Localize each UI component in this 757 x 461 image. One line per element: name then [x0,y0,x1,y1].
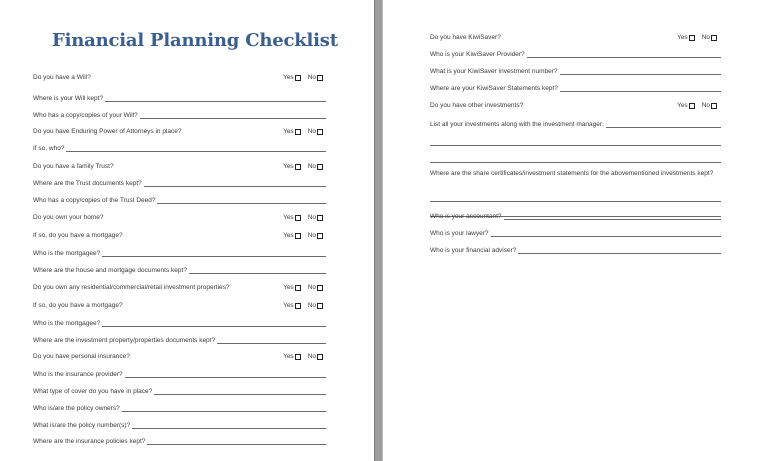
yes-no-question [430,98,717,110]
checklist-question [33,176,326,188]
yes-no-question [430,30,717,42]
yes-label: Yes [677,34,688,41]
answer-line[interactable] [132,422,326,429]
right-page [383,0,757,461]
yes-label: Yes [283,302,294,309]
no-label: No [701,102,710,109]
question-label: If so, do you have a mortgage? [33,302,123,309]
answer-line[interactable] [491,230,721,237]
checklist-question [33,108,326,120]
yes-no-group [677,102,717,110]
blank-answer-line[interactable] [430,201,721,202]
answer-line[interactable] [560,85,721,92]
yes-label: Yes [283,284,294,291]
question-label: Who is your KiwiSaver Provider? [430,51,525,58]
question-label: Who is/are the policy owners? [33,405,120,412]
answer-line[interactable] [66,145,326,152]
no-label: No [307,74,316,81]
yes-no-question [33,70,323,82]
answer-line[interactable] [518,247,721,254]
checklist-question [430,81,721,93]
answer-line[interactable] [527,51,721,58]
yes-no-question [33,159,323,171]
answer-line[interactable] [144,180,326,187]
checklist-question [33,193,326,205]
checklist-question [430,166,721,178]
yes-no-group [283,214,323,222]
yes-no-question [33,280,323,292]
answer-line[interactable] [154,388,326,395]
yes-checkbox[interactable] [295,233,301,239]
checklist-question [430,47,721,59]
question-label: Where are the share certificates/investment statements for the abovementioned investments kept? [430,170,714,177]
question-label: List all your investments along with the investment manager: [430,121,604,128]
checklist-question [33,91,326,103]
yes-checkbox[interactable] [295,164,301,170]
left-page [0,0,374,461]
yes-no-question [33,298,323,310]
no-checkbox[interactable] [317,75,323,81]
yes-no-question [33,210,323,222]
yes-checkbox[interactable] [689,103,695,109]
question-label: Where is your Will kept? [33,95,104,102]
yes-no-group [283,163,323,171]
question-label: Where are the house and mortgage documents kept? [33,267,187,274]
question-label: Who has a copy/copies of the Trust Deed? [33,197,156,204]
no-checkbox[interactable] [711,35,717,41]
yes-no-group [677,34,717,42]
no-checkbox[interactable] [711,103,717,109]
question-label: Who has a copy/copies of your Will? [33,112,138,119]
yes-label: Yes [283,214,294,221]
yes-checkbox[interactable] [295,303,301,309]
yes-label: Yes [283,353,294,360]
no-label: No [307,353,316,360]
question-label: Where are the Trust documents kept? [33,180,142,187]
no-checkbox[interactable] [317,129,323,135]
checklist-question [430,64,721,76]
checklist-question [33,141,326,153]
yes-no-group [283,302,323,310]
answer-line[interactable] [122,405,326,412]
answer-line[interactable] [560,68,721,75]
no-checkbox[interactable] [317,303,323,309]
answer-line[interactable] [606,121,721,128]
answer-line[interactable] [102,320,326,327]
yes-no-question [33,228,323,240]
no-label: No [307,284,316,291]
no-checkbox[interactable] [317,164,323,170]
question-label: Where are your KiwiSaver Statements kept? [430,85,558,92]
answer-line[interactable] [140,112,326,119]
no-label: No [307,232,316,239]
checklist-question [33,384,326,396]
yes-label: Yes [283,232,294,239]
question-label: Who is the insurance provider? [33,371,123,378]
question-label: What is/are the policy number(s)? [33,422,131,429]
question-label: What type of cover do you have in place? [33,388,153,395]
yes-checkbox[interactable] [295,215,301,221]
checklist-question [33,418,326,430]
checklist-question [430,243,721,255]
checklist-question [33,263,326,275]
page-title: Financial Planning Checklist [52,30,338,51]
no-label: No [307,302,316,309]
yes-label: Yes [283,128,294,135]
question-label: Do you have a family Trust? [33,163,114,170]
question-label: Who is the mortgagee? [33,250,101,257]
checklist-question [33,246,326,258]
question-label: Do you have a Will? [33,74,91,81]
no-label: No [307,214,316,221]
question-label: Who is your financial adviser? [430,247,517,254]
question-label: Who is your lawyer? [430,230,489,237]
yes-checkbox[interactable] [295,75,301,81]
answer-line[interactable] [157,197,326,204]
answer-line[interactable] [504,213,721,220]
question-label: Where are the investment property/properties documents kept? [33,337,216,344]
answer-line[interactable] [105,95,326,102]
checklist-question [430,226,721,238]
yes-label: Yes [677,102,688,109]
no-label: No [307,128,316,135]
question-label: If so, who? [33,145,65,152]
no-checkbox[interactable] [317,285,323,291]
no-label: No [307,163,316,170]
blank-answer-line[interactable] [430,145,721,146]
yes-no-question [33,349,323,361]
no-checkbox[interactable] [317,354,323,360]
yes-checkbox[interactable] [295,354,301,360]
question-label: Who is the mortgagee? [33,320,101,327]
yes-no-group [283,232,323,240]
no-checkbox[interactable] [317,233,323,239]
question-label: Who is your accountant? [430,213,502,220]
checklist-question [430,209,721,221]
checklist-question [33,401,326,413]
question-label: Do you own your home? [33,214,104,221]
yes-no-question [33,124,323,136]
page-divider [374,0,383,461]
question-label: Do you have other investments? [430,102,524,109]
yes-checkbox[interactable] [689,35,695,41]
question-label: Where are the insurance policies kept? [33,438,146,445]
answer-line[interactable] [125,371,326,378]
yes-label: Yes [283,74,294,81]
yes-no-group [283,284,323,292]
answer-line[interactable] [217,337,326,344]
answer-line[interactable] [147,438,326,445]
answer-line[interactable] [189,267,326,274]
yes-no-group [283,353,323,361]
checklist-question [33,434,326,446]
yes-checkbox[interactable] [295,129,301,135]
answer-line[interactable] [102,250,326,257]
yes-no-group [283,74,323,82]
question-label: Do you have KiwiSaver? [430,34,501,41]
yes-no-group [283,128,323,136]
question-label: Do you have personal insurance? [33,353,130,360]
question-label: Do you own any residential/commercial/retail investment properties? [33,284,230,291]
question-label: What is your KiwiSaver investment number? [430,68,558,75]
yes-label: Yes [283,163,294,170]
checklist-question [33,316,326,328]
yes-checkbox[interactable] [295,285,301,291]
no-checkbox[interactable] [317,215,323,221]
checklist-question [430,117,721,129]
blank-answer-line[interactable] [430,162,721,163]
question-label: Do you have Enduring Power of Attorneys in place? [33,128,182,135]
checklist-question [33,367,326,379]
checklist-question [33,333,326,345]
question-label: If so, do you have a mortgage? [33,232,123,239]
no-label: No [701,34,710,41]
